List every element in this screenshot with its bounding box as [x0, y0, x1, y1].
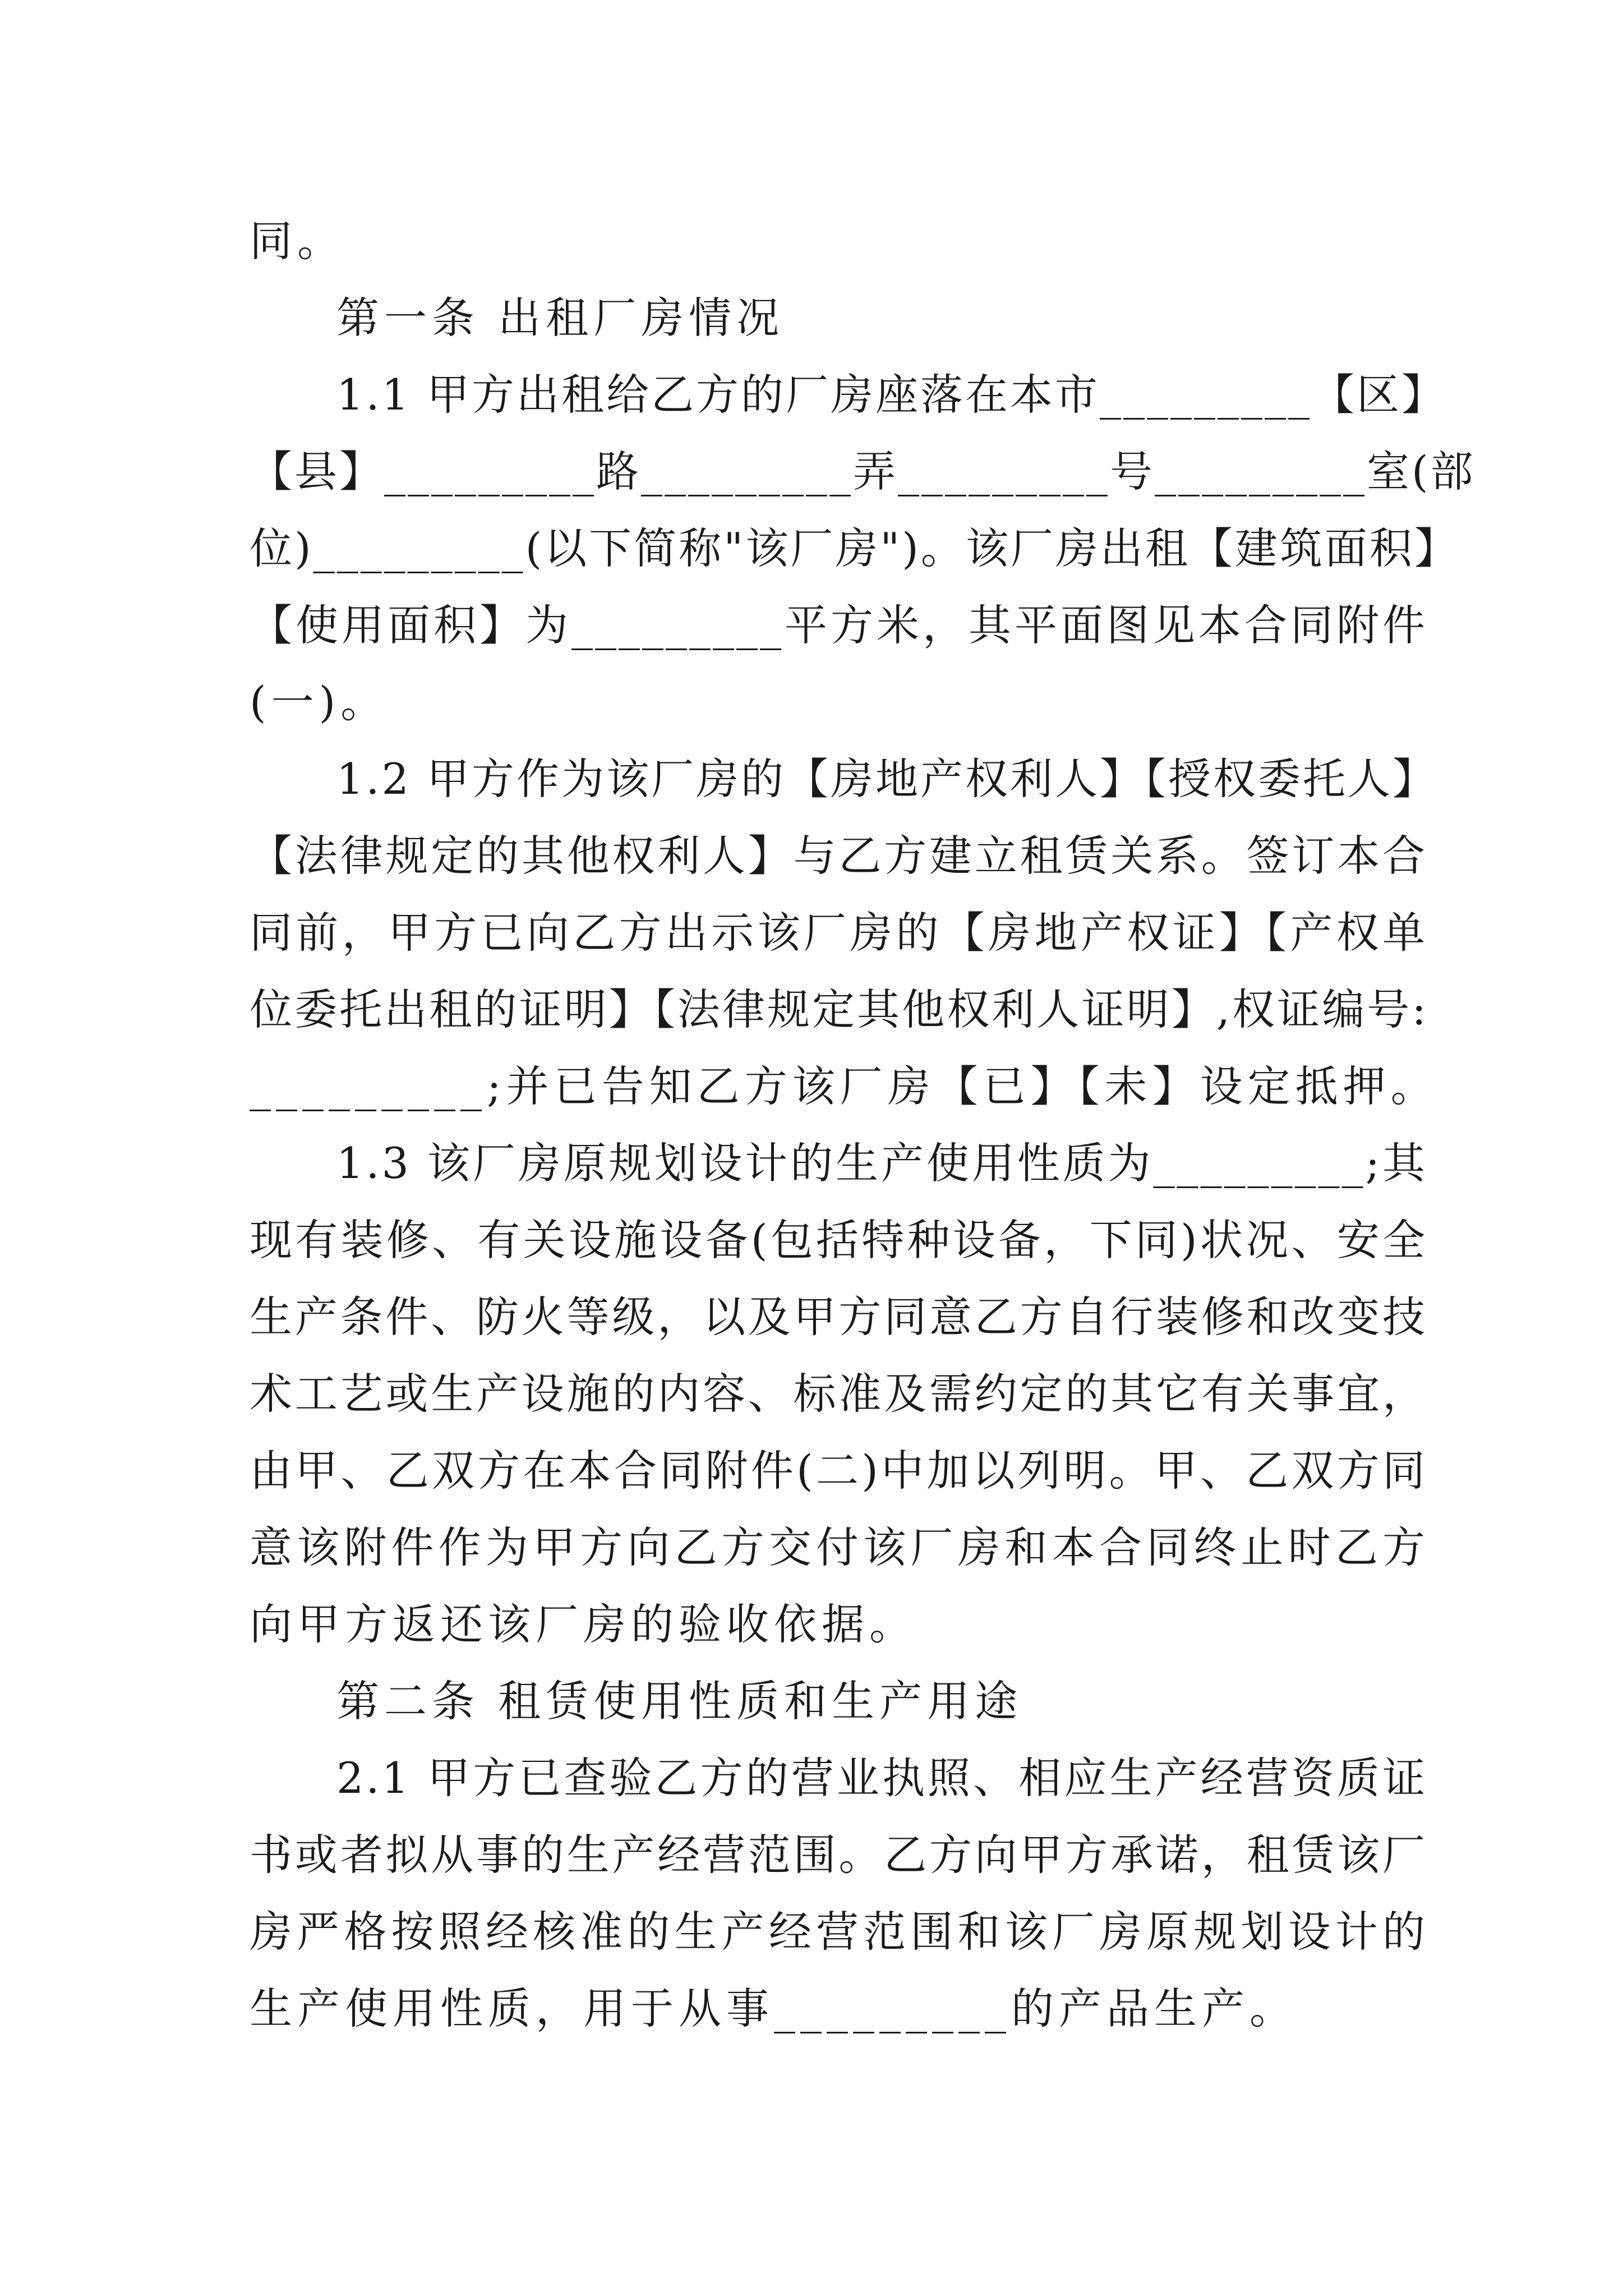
text-line: _________;并已告知乙方该厂房【已】【未】设定抵押。 — [250, 1061, 1438, 1111]
text-line: 向甲方返还该厂房的验收依据。 — [250, 1599, 917, 1649]
text-line: 位委托出租的证明】【法律规定其他权利人证明】,权证编号: — [250, 984, 1427, 1034]
text-line: 2.1 甲方已查验乙方的营业执照、相应生产经营资质证 — [336, 1753, 1427, 1803]
text-line: 1.3 该厂房原规划设计的生产使用性质为_________;其 — [336, 1138, 1427, 1188]
text-line: 1.1 甲方出租给乙方的厂房座落在本市_________【区】 — [336, 370, 1447, 420]
text-line: 1.2 甲方作为该厂房的【房地产权利人】【授权委托人】 — [336, 754, 1438, 804]
text-line: 【县】_________路_________弄_________号_________室(部 — [250, 447, 1476, 496]
text-line: 由甲、乙双方在本合同附件(二)中加以列明。甲、乙双方同 — [250, 1446, 1427, 1496]
text-line: 生产条件、防火等级，以及甲方同意乙方自行装修和改变技 — [250, 1292, 1427, 1342]
text-line: 位)_________(以下简称"该厂房")。该厂房出租【建筑面积】 — [250, 523, 1459, 573]
text-line: 书或者拟从事的生产经营范围。乙方向甲方承诺，租赁该厂 — [250, 1830, 1427, 1880]
text-line: 同。 — [250, 216, 345, 266]
text-line: 现有装修、有关设施设备(包括特种设备，下同)状况、安全 — [250, 1215, 1427, 1265]
article-heading: 第二条 租赁使用性质和生产用途 — [336, 1676, 1023, 1726]
text-line: 术工艺或生产设施的内容、标准及需约定的其它有关事宜， — [250, 1369, 1427, 1419]
text-line: 意该附件作为甲方向乙方交付该厂房和本合同终止时乙方 — [250, 1522, 1427, 1572]
text-line: 生产使用性质，用于从事_________的产品生产。 — [250, 1984, 1297, 2033]
text-line: 【使用面积】为_________平方米，其平面图见本合同附件 — [250, 600, 1427, 650]
text-line: 房严格按照经核准的生产经营范围和该厂房原规划设计的 — [250, 1907, 1427, 1957]
article-heading: 第一条 出租厂房情况 — [336, 293, 785, 343]
text-line: 【法律规定的其他权利人】与乙方建立租赁关系。签订本合 — [250, 831, 1427, 881]
text-line: (一)。 — [250, 677, 389, 727]
text-line: 同前，甲方已向乙方出示该厂房的【房地产权证】【产权单 — [250, 908, 1427, 958]
